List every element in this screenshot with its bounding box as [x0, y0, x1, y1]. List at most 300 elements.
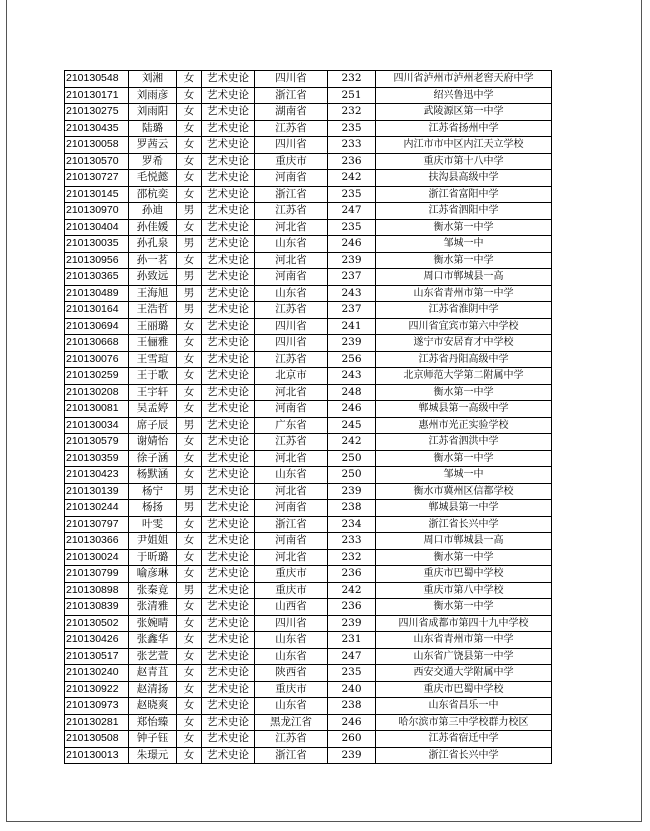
school-cell: 武陵源区第一中学 — [376, 104, 552, 121]
table-row — [65, 681, 552, 698]
student-name-cell: 赵清扬 — [129, 681, 177, 698]
province-cell: 四川省 — [255, 615, 328, 632]
school-cell: 重庆市第八中学校 — [376, 582, 552, 599]
exam-id-cell: 210130956 — [65, 252, 129, 269]
school-cell: 浙江省长兴中学 — [376, 516, 552, 533]
school-cell: 江苏省泗阳中学 — [376, 203, 552, 220]
province-cell: 河北省 — [255, 252, 328, 269]
table-row — [65, 87, 552, 104]
gender-cell: 女 — [177, 401, 202, 418]
score-cell: 242 — [328, 170, 376, 187]
gender-cell: 女 — [177, 731, 202, 748]
table-row — [65, 170, 552, 187]
school-cell: 四川省宜宾市第六中学校 — [376, 318, 552, 335]
score-cell: 232 — [328, 71, 376, 88]
gender-cell: 女 — [177, 566, 202, 583]
major-cell: 艺术史论 — [202, 516, 255, 533]
exam-id-cell: 210130366 — [65, 533, 129, 550]
school-cell: 绍兴鲁迅中学 — [376, 87, 552, 104]
school-cell: 遂宁市安居育才中学校 — [376, 335, 552, 352]
gender-cell: 女 — [177, 170, 202, 187]
table-row — [65, 648, 552, 665]
gender-cell: 女 — [177, 615, 202, 632]
gender-cell: 女 — [177, 599, 202, 616]
province-cell: 山东省 — [255, 648, 328, 665]
school-cell: 衡水第一中学 — [376, 219, 552, 236]
school-cell: 衡水第一中学 — [376, 450, 552, 467]
school-cell: 北京师范大学第二附属中学 — [376, 368, 552, 385]
school-cell: 哈尔滨市第三中学校群力校区 — [376, 714, 552, 731]
score-cell: 238 — [328, 698, 376, 715]
student-name-cell: 赵晓爽 — [129, 698, 177, 715]
score-cell: 239 — [328, 615, 376, 632]
student-name-cell: 席子辰 — [129, 417, 177, 434]
province-cell: 湖南省 — [255, 104, 328, 121]
gender-cell: 女 — [177, 434, 202, 451]
score-cell: 246 — [328, 236, 376, 253]
school-cell: 重庆市第十八中学 — [376, 153, 552, 170]
score-cell: 250 — [328, 467, 376, 484]
gender-cell: 女 — [177, 450, 202, 467]
school-cell: 扶沟县高级中学 — [376, 170, 552, 187]
exam-id-cell: 210130076 — [65, 351, 129, 368]
exam-id-cell: 210130244 — [65, 500, 129, 517]
school-cell: 山东省青州市第一中学 — [376, 632, 552, 649]
major-cell: 艺术史论 — [202, 203, 255, 220]
province-cell: 浙江省 — [255, 747, 328, 764]
school-cell: 重庆市巴蜀中学校 — [376, 566, 552, 583]
gender-cell: 女 — [177, 351, 202, 368]
exam-id-cell: 210130839 — [65, 599, 129, 616]
gender-cell: 女 — [177, 549, 202, 566]
student-name-cell: 王浩哲 — [129, 302, 177, 319]
major-cell: 艺术史论 — [202, 170, 255, 187]
table-row — [65, 384, 552, 401]
major-cell: 艺术史论 — [202, 665, 255, 682]
table-row — [65, 368, 552, 385]
major-cell: 艺术史论 — [202, 87, 255, 104]
score-cell: 242 — [328, 582, 376, 599]
table-row — [65, 335, 552, 352]
exam-id-cell: 210130081 — [65, 401, 129, 418]
exam-id-cell: 210130259 — [65, 368, 129, 385]
province-cell: 山东省 — [255, 698, 328, 715]
province-cell: 山东省 — [255, 285, 328, 302]
student-name-cell: 杨扬 — [129, 500, 177, 517]
province-cell: 广东省 — [255, 417, 328, 434]
province-cell: 江苏省 — [255, 302, 328, 319]
gender-cell: 男 — [177, 582, 202, 599]
student-name-cell: 钟子钰 — [129, 731, 177, 748]
student-name-cell: 王宇轩 — [129, 384, 177, 401]
score-cell: 248 — [328, 384, 376, 401]
student-name-cell: 张清雅 — [129, 599, 177, 616]
exam-id-cell: 210130426 — [65, 632, 129, 649]
exam-id-cell: 210130799 — [65, 566, 129, 583]
student-name-cell: 尹姐姐 — [129, 533, 177, 550]
score-cell: 242 — [328, 434, 376, 451]
school-cell: 衡水第一中学 — [376, 384, 552, 401]
exam-id-cell: 210130164 — [65, 302, 129, 319]
exam-id-cell: 210130970 — [65, 203, 129, 220]
gender-cell: 女 — [177, 648, 202, 665]
school-cell: 邹城一中 — [376, 236, 552, 253]
score-cell: 247 — [328, 203, 376, 220]
score-cell: 233 — [328, 533, 376, 550]
major-cell: 艺术史论 — [202, 384, 255, 401]
table-row — [65, 236, 552, 253]
score-cell: 247 — [328, 648, 376, 665]
gender-cell: 女 — [177, 120, 202, 137]
province-cell: 重庆市 — [255, 681, 328, 698]
table-row — [65, 203, 552, 220]
table-row — [65, 252, 552, 269]
gender-cell: 女 — [177, 714, 202, 731]
exam-id-cell: 210130208 — [65, 384, 129, 401]
major-cell: 艺术史论 — [202, 401, 255, 418]
table-body — [65, 71, 552, 764]
exam-id-cell: 210130898 — [65, 582, 129, 599]
major-cell: 艺术史论 — [202, 747, 255, 764]
major-cell: 艺术史论 — [202, 599, 255, 616]
school-cell: 衡水第一中学 — [376, 252, 552, 269]
score-cell: 235 — [328, 665, 376, 682]
gender-cell: 男 — [177, 483, 202, 500]
table-row — [65, 632, 552, 649]
table-row — [65, 417, 552, 434]
exam-id-cell: 210130145 — [65, 186, 129, 203]
table-row — [65, 533, 552, 550]
major-cell: 艺术史论 — [202, 648, 255, 665]
gender-cell: 女 — [177, 747, 202, 764]
school-cell: 惠州市光正实验学校 — [376, 417, 552, 434]
exam-id-cell: 210130013 — [65, 747, 129, 764]
school-cell: 四川省成都市第四十九中学校 — [376, 615, 552, 632]
gender-cell: 男 — [177, 302, 202, 319]
exam-id-cell: 210130579 — [65, 434, 129, 451]
exam-id-cell: 210130489 — [65, 285, 129, 302]
exam-id-cell: 210130517 — [65, 648, 129, 665]
province-cell: 江苏省 — [255, 434, 328, 451]
table-row — [65, 665, 552, 682]
school-cell: 江苏省淮阴中学 — [376, 302, 552, 319]
major-cell: 艺术史论 — [202, 417, 255, 434]
province-cell: 江苏省 — [255, 120, 328, 137]
student-name-cell: 叶雯 — [129, 516, 177, 533]
province-cell: 四川省 — [255, 71, 328, 88]
table-row — [65, 137, 552, 154]
table-row — [65, 615, 552, 632]
student-name-cell: 杨宁 — [129, 483, 177, 500]
province-cell: 河南省 — [255, 269, 328, 286]
table-row — [65, 714, 552, 731]
province-cell: 河南省 — [255, 401, 328, 418]
score-cell: 239 — [328, 252, 376, 269]
student-name-cell: 王俪雅 — [129, 335, 177, 352]
gender-cell: 女 — [177, 153, 202, 170]
gender-cell: 女 — [177, 318, 202, 335]
school-cell: 衡水第一中学 — [376, 549, 552, 566]
gender-cell: 女 — [177, 186, 202, 203]
major-cell: 艺术史论 — [202, 269, 255, 286]
gender-cell: 女 — [177, 516, 202, 533]
score-cell: 235 — [328, 219, 376, 236]
table-row — [65, 71, 552, 88]
province-cell: 陕西省 — [255, 665, 328, 682]
province-cell: 江苏省 — [255, 731, 328, 748]
major-cell: 艺术史论 — [202, 71, 255, 88]
major-cell: 艺术史论 — [202, 698, 255, 715]
student-name-cell: 孙孔泉 — [129, 236, 177, 253]
score-cell: 250 — [328, 450, 376, 467]
student-name-cell: 张艺萱 — [129, 648, 177, 665]
student-name-cell: 王于歌 — [129, 368, 177, 385]
exam-id-cell: 210130359 — [65, 450, 129, 467]
exam-id-cell: 210130035 — [65, 236, 129, 253]
major-cell: 艺术史论 — [202, 302, 255, 319]
gender-cell: 女 — [177, 137, 202, 154]
student-name-cell: 王雪瑄 — [129, 351, 177, 368]
table-row — [65, 120, 552, 137]
student-name-cell: 赵青苴 — [129, 665, 177, 682]
table-row — [65, 401, 552, 418]
table-row — [65, 566, 552, 583]
major-cell: 艺术史论 — [202, 137, 255, 154]
table-row — [65, 302, 552, 319]
province-cell: 河南省 — [255, 533, 328, 550]
gender-cell: 女 — [177, 219, 202, 236]
school-cell: 周口市郸城县一高 — [376, 533, 552, 550]
exam-id-cell: 210130139 — [65, 483, 129, 500]
student-name-cell: 陆璐 — [129, 120, 177, 137]
province-cell: 四川省 — [255, 335, 328, 352]
student-name-cell: 邵杭奕 — [129, 186, 177, 203]
table-row — [65, 582, 552, 599]
exam-id-cell: 210130973 — [65, 698, 129, 715]
exam-id-cell: 210130240 — [65, 665, 129, 682]
score-cell: 246 — [328, 714, 376, 731]
gender-cell: 女 — [177, 467, 202, 484]
student-name-cell: 于昕璐 — [129, 549, 177, 566]
score-cell: 251 — [328, 87, 376, 104]
table-row — [65, 351, 552, 368]
gender-cell: 男 — [177, 500, 202, 517]
gender-cell: 女 — [177, 632, 202, 649]
score-cell: 260 — [328, 731, 376, 748]
score-cell: 245 — [328, 417, 376, 434]
exam-id-cell: 210130727 — [65, 170, 129, 187]
student-name-cell: 孙佳媛 — [129, 219, 177, 236]
province-cell: 浙江省 — [255, 87, 328, 104]
score-cell: 240 — [328, 681, 376, 698]
province-cell: 江苏省 — [255, 351, 328, 368]
table-row — [65, 219, 552, 236]
school-cell: 郸城县第一高级中学 — [376, 401, 552, 418]
exam-id-cell: 210130404 — [65, 219, 129, 236]
province-cell: 四川省 — [255, 318, 328, 335]
province-cell: 山东省 — [255, 467, 328, 484]
score-cell: 236 — [328, 566, 376, 583]
province-cell: 四川省 — [255, 137, 328, 154]
admission-list-table — [64, 70, 552, 764]
gender-cell: 女 — [177, 681, 202, 698]
score-cell: 237 — [328, 269, 376, 286]
major-cell: 艺术史论 — [202, 632, 255, 649]
gender-cell: 女 — [177, 104, 202, 121]
province-cell: 山西省 — [255, 599, 328, 616]
major-cell: 艺术史论 — [202, 104, 255, 121]
student-name-cell: 张鑫华 — [129, 632, 177, 649]
score-cell: 239 — [328, 483, 376, 500]
province-cell: 江苏省 — [255, 203, 328, 220]
table-row — [65, 500, 552, 517]
student-name-cell: 朱璟元 — [129, 747, 177, 764]
exam-id-cell: 210130423 — [65, 467, 129, 484]
gender-cell: 女 — [177, 698, 202, 715]
major-cell: 艺术史论 — [202, 120, 255, 137]
school-cell: 衡水市冀州区信都学校 — [376, 483, 552, 500]
major-cell: 艺术史论 — [202, 615, 255, 632]
table-row — [65, 318, 552, 335]
major-cell: 艺术史论 — [202, 500, 255, 517]
school-cell: 江苏省丹阳高级中学 — [376, 351, 552, 368]
province-cell: 河北省 — [255, 219, 328, 236]
school-cell: 江苏省宿迁中学 — [376, 731, 552, 748]
province-cell: 重庆市 — [255, 153, 328, 170]
table-row — [65, 450, 552, 467]
major-cell: 艺术史论 — [202, 714, 255, 731]
major-cell: 艺术史论 — [202, 549, 255, 566]
table-row — [65, 731, 552, 748]
gender-cell: 女 — [177, 252, 202, 269]
student-name-cell: 孙迪 — [129, 203, 177, 220]
score-cell: 239 — [328, 747, 376, 764]
province-cell: 河南省 — [255, 170, 328, 187]
province-cell: 重庆市 — [255, 566, 328, 583]
table-row — [65, 549, 552, 566]
gender-cell: 女 — [177, 335, 202, 352]
exam-id-cell: 210130281 — [65, 714, 129, 731]
gender-cell: 男 — [177, 203, 202, 220]
exam-id-cell: 210130365 — [65, 269, 129, 286]
gender-cell: 男 — [177, 269, 202, 286]
exam-id-cell: 210130502 — [65, 615, 129, 632]
score-cell: 236 — [328, 153, 376, 170]
score-cell: 233 — [328, 137, 376, 154]
school-cell: 邹城一中 — [376, 467, 552, 484]
score-cell: 237 — [328, 302, 376, 319]
province-cell: 河北省 — [255, 450, 328, 467]
student-name-cell: 刘湘 — [129, 71, 177, 88]
table-row — [65, 186, 552, 203]
score-cell: 243 — [328, 368, 376, 385]
score-cell: 243 — [328, 285, 376, 302]
school-cell: 衡水第一中学 — [376, 599, 552, 616]
table-row — [65, 516, 552, 533]
school-cell: 江苏省扬州中学 — [376, 120, 552, 137]
table-row — [65, 599, 552, 616]
score-cell: 232 — [328, 104, 376, 121]
exam-id-cell: 210130922 — [65, 681, 129, 698]
school-cell: 四川省泸州市泸州老窖天府中学 — [376, 71, 552, 88]
school-cell: 山东省广饶县第一中学 — [376, 648, 552, 665]
student-name-cell: 孙一茗 — [129, 252, 177, 269]
student-name-cell: 郑怡臻 — [129, 714, 177, 731]
table-row — [65, 698, 552, 715]
gender-cell: 女 — [177, 71, 202, 88]
gender-cell: 男 — [177, 236, 202, 253]
student-name-cell: 罗茜云 — [129, 137, 177, 154]
major-cell: 艺术史论 — [202, 252, 255, 269]
exam-id-cell: 210130508 — [65, 731, 129, 748]
exam-id-cell: 210130034 — [65, 417, 129, 434]
gender-cell: 男 — [177, 285, 202, 302]
school-cell: 周口市郸城县一高 — [376, 269, 552, 286]
gender-cell: 女 — [177, 533, 202, 550]
school-cell: 内江市市中区内江天立学校 — [376, 137, 552, 154]
gender-cell: 女 — [177, 87, 202, 104]
score-cell: 241 — [328, 318, 376, 335]
exam-id-cell: 210130024 — [65, 549, 129, 566]
score-cell: 246 — [328, 401, 376, 418]
major-cell: 艺术史论 — [202, 236, 255, 253]
province-cell: 河北省 — [255, 384, 328, 401]
exam-id-cell: 210130275 — [65, 104, 129, 121]
score-cell: 238 — [328, 500, 376, 517]
score-cell: 232 — [328, 549, 376, 566]
school-cell: 山东省昌乐一中 — [376, 698, 552, 715]
major-cell: 艺术史论 — [202, 153, 255, 170]
exam-id-cell: 210130668 — [65, 335, 129, 352]
score-cell: 235 — [328, 120, 376, 137]
school-cell: 浙江省长兴中学 — [376, 747, 552, 764]
student-name-cell: 杨默涵 — [129, 467, 177, 484]
major-cell: 艺术史论 — [202, 219, 255, 236]
student-name-cell: 谢婧怡 — [129, 434, 177, 451]
major-cell: 艺术史论 — [202, 731, 255, 748]
exam-id-cell: 210130058 — [65, 137, 129, 154]
major-cell: 艺术史论 — [202, 335, 255, 352]
major-cell: 艺术史论 — [202, 351, 255, 368]
table-row — [65, 285, 552, 302]
score-cell: 235 — [328, 186, 376, 203]
student-name-cell: 孙致远 — [129, 269, 177, 286]
exam-id-cell: 210130435 — [65, 120, 129, 137]
table-row — [65, 747, 552, 764]
table-row — [65, 483, 552, 500]
province-cell: 黑龙江省 — [255, 714, 328, 731]
student-name-cell: 张婉晴 — [129, 615, 177, 632]
table-row — [65, 434, 552, 451]
major-cell: 艺术史论 — [202, 318, 255, 335]
major-cell: 艺术史论 — [202, 450, 255, 467]
student-name-cell: 张秦竟 — [129, 582, 177, 599]
student-name-cell: 刘雨彦 — [129, 87, 177, 104]
score-cell: 256 — [328, 351, 376, 368]
major-cell: 艺术史论 — [202, 566, 255, 583]
student-name-cell: 毛悦懿 — [129, 170, 177, 187]
school-cell: 山东省青州市第一中学 — [376, 285, 552, 302]
table-row — [65, 104, 552, 121]
school-cell: 江苏省泗洪中学 — [376, 434, 552, 451]
major-cell: 艺术史论 — [202, 681, 255, 698]
score-cell: 236 — [328, 599, 376, 616]
table-row — [65, 153, 552, 170]
exam-id-cell: 210130694 — [65, 318, 129, 335]
major-cell: 艺术史论 — [202, 434, 255, 451]
major-cell: 艺术史论 — [202, 467, 255, 484]
major-cell: 艺术史论 — [202, 483, 255, 500]
